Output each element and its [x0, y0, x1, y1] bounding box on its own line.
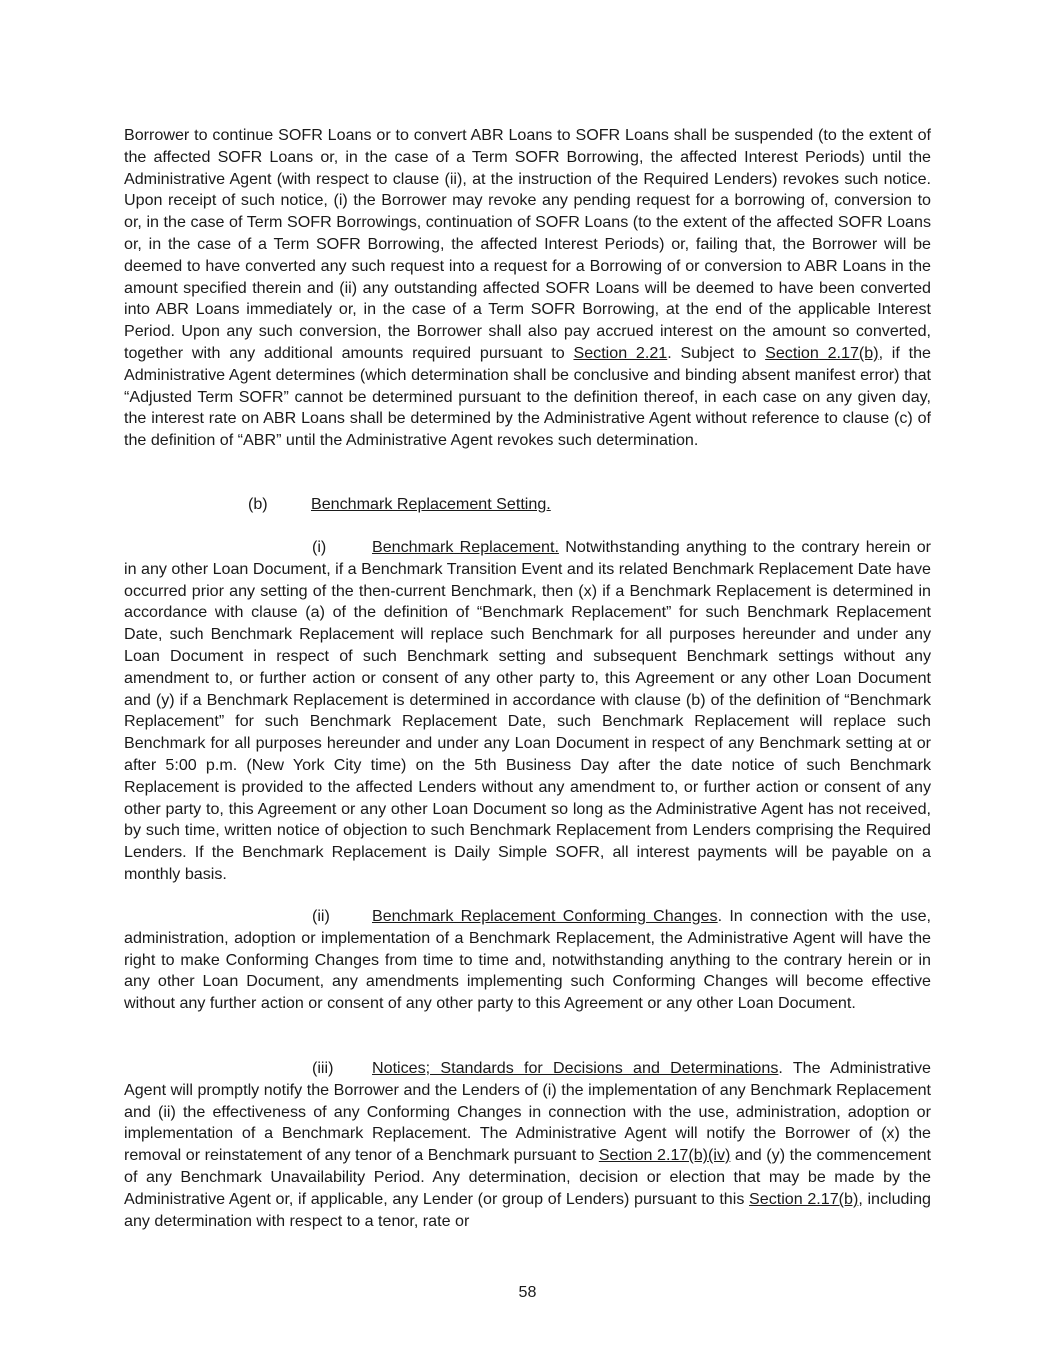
paragraph-text: . The Administrative Agent will promptly notify the Borrower and the Lenders of (i) the implementation of any Benchmark Replacement and (ii) the effectiveness of any Conforming Changes in connection with the use, administration, adoption or implementation of a Benchmark Replacement. The Administrative Agent will notify the Borrower of (x) the removal or reinstatement of any tenor of a Benchmark pursuant to: [124, 1059, 931, 1165]
section-b-title: Benchmark Replacement Setting.: [311, 495, 551, 513]
page-number: 58: [518, 1283, 537, 1301]
paragraph-text: Borrower to continue SOFR Loans or to convert ABR Loans to SOFR Loans shall be suspended (to the extent of the affected SOFR Loans or, in the case of a Term SOFR Borrowing, the affected Interest Periods) until the Administrative Agent (with respect to clause (ii), at the instruction of the Required Lenders) revokes such notice. Upon receipt of such notice, (i) the Borrower may revoke any pending request for a borrowing of, conversion to or, in the case of Term SOFR Borrowings, continuation of SOFR Loans (to the extent of the affected SOFR Loans or, in the case of a Term SOFR Borrowing, the affected Interest Periods) or, failing that, the Borrower will be deemed to have converted any such request into a request for a Borrowing of or conversion to ABR Loans in the amount specified therein and (ii) any outstanding affected SOFR Loans will be deemed to have been converted into ABR Loans immediately or, in the case of a Term SOFR Borrowing, at the end of the applicable Interest Period. Upon any such conversion, the Borrower shall also pay accrued interest on the amount so converted, together with any additional amounts required pursuant to: [124, 126, 931, 362]
section-b-heading: [248, 494, 551, 516]
section-b-number: (b): [248, 495, 268, 513]
section-2-21-reference: Section 2.21: [573, 343, 668, 362]
paragraph-i-number: (i): [312, 538, 327, 556]
paragraph-i: [124, 537, 931, 886]
paragraph-text: , if the Administrative Agent determines (which determination shall be conclusive and binding absent manifest error) that “Adjusted Term SOFR” cannot be determined pursuant to the definition thereof, in each case on any given day, the interest rate on ABR Loans shall be determined by the Administrative Agent without reference to clause (c) of the definition of “ABR” until the Administrative Agent revokes such determination.: [124, 343, 931, 450]
paragraph-text: . Subject to: [667, 343, 766, 362]
paragraph-text: , including any determination with respect to a tenor, rate or: [124, 1189, 931, 1230]
paragraph-ii-title: Benchmark Replacement Conforming Changes: [372, 907, 718, 925]
paragraph-a-continuation: [124, 125, 931, 452]
paragraph-text: Notwithstanding anything to the contrary herein or in any other Loan Document, if a Benchmark Transition Event and its related Benchmark Replacement Date have occurred prior any setting of the then-current Benchmark, then (x) if a Benchmark Replacement is determined in accordance with clause (a) of the definition of “Benchmark Replacement” for such Benchmark Replacement Date, such Benchmark Replacement will replace such Benchmark for all purposes hereunder and under any Loan Document in respect of such Benchmark setting and subsequent Benchmark settings without any amendment to, or further action or consent of any other party to, this Agreement or any other Loan Document and (y) if a Benchmark Replacement is determined in accordance with clause (b) of the definition of “Benchmark Replacement” for such Benchmark Replacement Date, such Benchmark Replacement will replace such Benchmark for all purposes hereunder and under any Loan Document in respect of any Benchmark setting at or after 5:00 p.m. (New York City time) on the 5th Business Day after the date notice of such Benchmark Replacement is provided to the affected Lenders without any amendment to, or further action or consent of any other party to, this Agreement or any other Loan Document so long as the Administrative Agent has not received, by such time, written notice of objection to such Benchmark Replacement from Lenders comprising the Required Lenders. If the Benchmark Replacement is Daily Simple SOFR, all interest payments will be payable on a monthly basis.: [124, 538, 932, 883]
paragraph-iii: [124, 1058, 931, 1232]
paragraph-text: . In connection with the use, administration, adoption or implementation of a Benchmark Replacement, the Administrative Agent will have the right to make Conforming Changes from time to time and, notwithstanding anything to the contrary herein or in any other Loan Document, any amendments implementing such Conforming Changes will become effective without any further action or consent of any other party to this Agreement or any other Loan Document.: [124, 907, 931, 1013]
paragraph-ii: [124, 906, 931, 1015]
paragraph-i-title: Benchmark Replacement.: [372, 538, 559, 556]
section-2-17b-reference: Section 2.17(b): [749, 1189, 859, 1208]
paragraph-ii-number: (ii): [312, 907, 330, 925]
paragraph-text: and (y) the commencement of any Benchmark Unavailability Period. Any determination, decision or election that may be made by the Administrative Agent or, if applicable, any Lender (or group of Lenders) pursuant to this: [124, 1146, 931, 1208]
paragraph-iii-title: Notices; Standards for Decisions and Determinations: [372, 1059, 779, 1077]
section-2-17b-reference: Section 2.17(b): [765, 343, 879, 362]
paragraph-iii-number: (iii): [312, 1059, 334, 1077]
section-2-17b-iv-reference: Section 2.17(b)(iv): [598, 1146, 731, 1165]
